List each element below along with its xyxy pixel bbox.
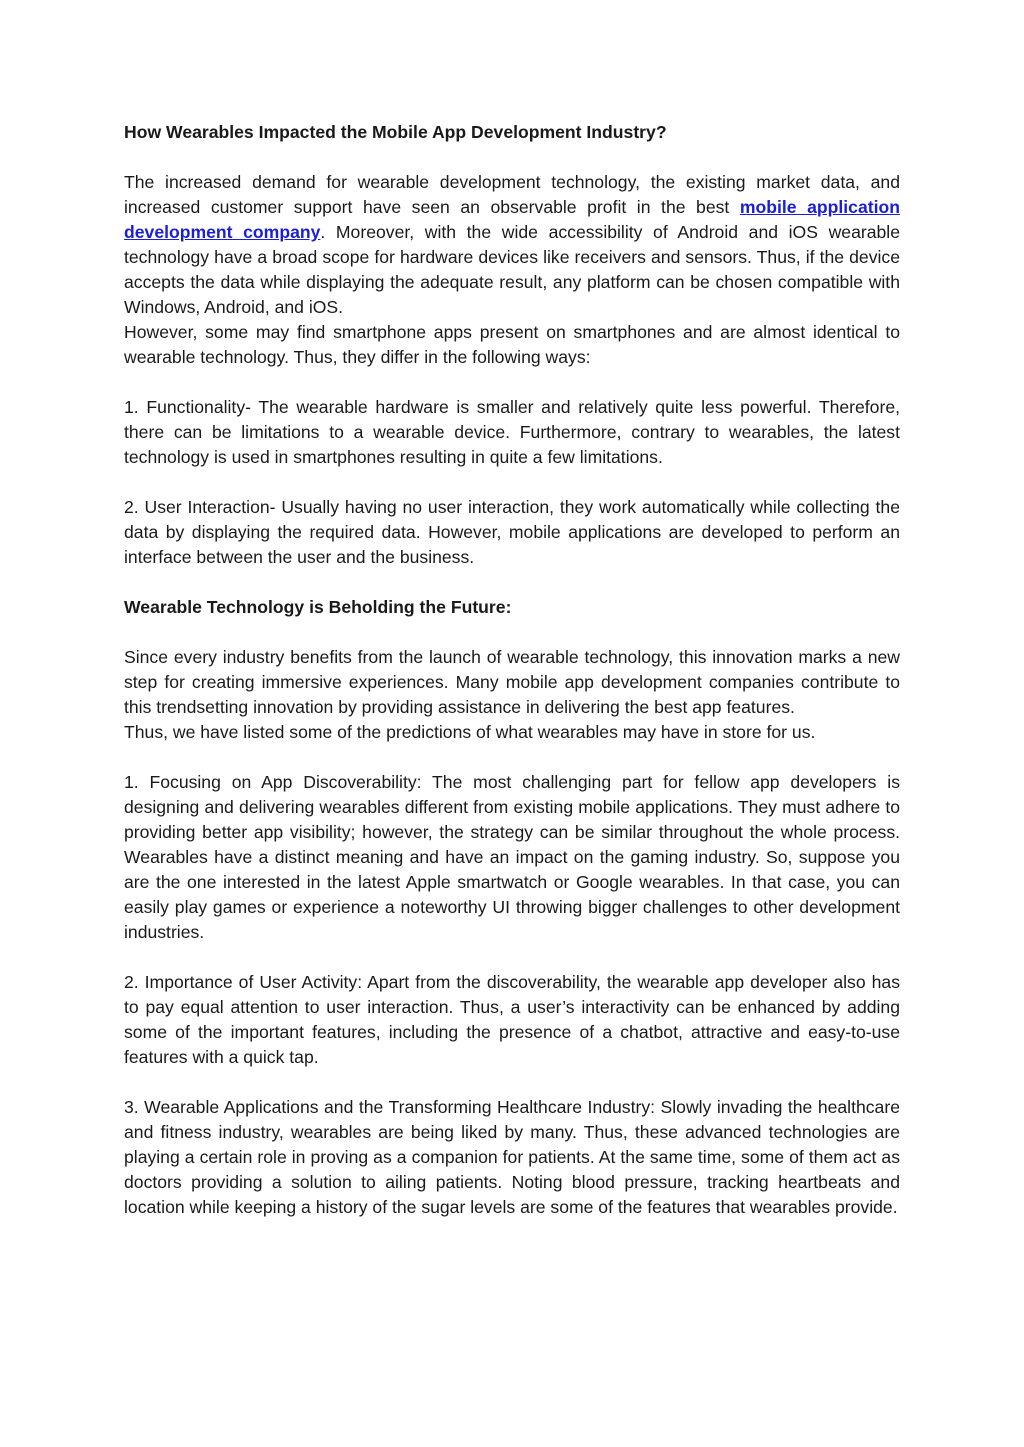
company-link[interactable]: mobile application development company	[124, 197, 900, 242]
difference-functionality: 1. Functionality- The wearable hardware is smaller and relatively quite less powerful. Therefore, there can be limitations to a wearable device. Furthermore, contrary to wearables, the latest technology is used in smartphones resulting in quite a few limitations.	[124, 397, 900, 467]
spacer	[124, 370, 900, 395]
document-title: How Wearables Impacted the Mobile App Development Industry?	[124, 122, 667, 142]
intro-paragraph	[124, 170, 900, 320]
section-paragraph-1: Since every industry benefits from the launch of wearable technology, this innovation marks a new step for creating immersive experiences. Many mobile app development companies contribute to this trendsetting innovation by providing assistance in delivering the best app features.	[124, 647, 900, 717]
spacer	[124, 945, 900, 970]
spacer	[124, 570, 900, 595]
section-heading: Wearable Technology is Beholding the Future:	[124, 597, 512, 617]
spacer	[124, 1070, 900, 1095]
spacer	[124, 145, 900, 170]
spacer	[124, 620, 900, 645]
intro-text-before-link: The increased demand for wearable development technology, the existing market data, and increased customer support have seen an observable profit in the best	[124, 172, 900, 217]
prediction-discoverability: 1. Focusing on App Discoverability: The most challenging part for fellow app developers is designing and delivering wearables different from existing mobile applications. They must adhere to providing better app visibility; however, the strategy can be similar throughout the whole process. Wearables have a distinct meaning and have an impact on the gaming industry. So, suppose you are the one interested in the latest Apple smartwatch or Google wearables. In that case, you can easily play games or experience a noteworthy UI throwing bigger challenges to other development industries.	[124, 772, 900, 942]
spacer	[124, 470, 900, 495]
section-paragraph-2: Thus, we have listed some of the predictions of what wearables may have in store for us.	[124, 722, 816, 742]
prediction-healthcare: 3. Wearable Applications and the Transforming Healthcare Industry: Slowly invading the healthcare and fitness industry, wearables are being liked by many. Thus, these advanced technologies are playing a certain role in proving as a companion for patients. At the same time, some of them act as doctors providing a solution to ailing patients. Noting blood pressure, tracking heartbeats and location while keeping a history of the sugar levels are some of the features that wearables provide.	[124, 1097, 900, 1217]
intro-paragraph-2: However, some may find smartphone apps present on smartphones and are almost identical to wearable technology. Thus, they differ in the following ways:	[124, 322, 900, 367]
intro-text-after-link: . Moreover, with the wide accessibility of Android and iOS wearable technology have a broad scope for hardware devices like receivers and sensors. Thus, if the device accepts the data while displaying the adequate result, any platform can be chosen compatible with Windows, Android, and iOS.	[124, 222, 900, 317]
spacer	[124, 745, 900, 770]
prediction-user-activity: 2. Importance of User Activity: Apart from the discoverability, the wearable app developer also has to pay equal attention to user interaction. Thus, a user’s interactivity can be enhanced by adding some of the important features, including the presence of a chatbot, attractive and easy-to-use features with a quick tap.	[124, 972, 900, 1067]
difference-user-interaction: 2. User Interaction- Usually having no user interaction, they work automatically while collecting the data by displaying the required data. However, mobile applications are developed to perform an interface between the user and the business.	[124, 497, 900, 567]
document-page	[124, 120, 900, 1220]
